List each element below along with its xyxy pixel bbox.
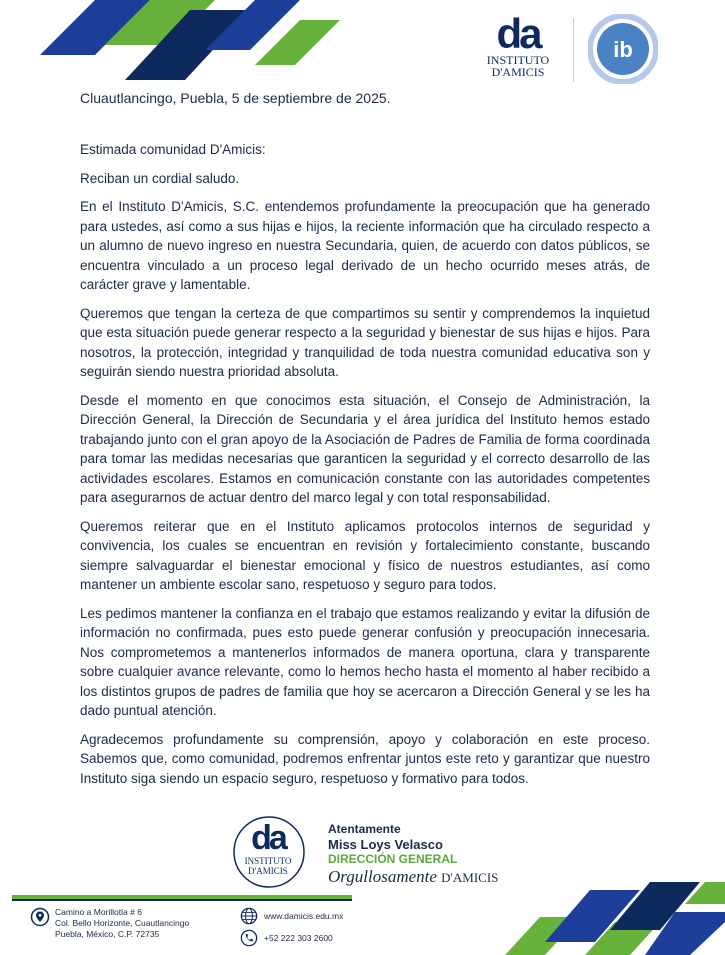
globe-icon (240, 907, 258, 925)
letter-body (80, 140, 650, 797)
ib-world-school-badge (588, 14, 658, 84)
header-decoration (0, 0, 380, 80)
letter-salutation: Reciban un cordial saludo. (80, 170, 240, 186)
signature-motto-brand: D'AMICIS (441, 870, 499, 885)
letter-greeting: Estimada comunidad D'Amicis: (80, 142, 266, 157)
letter-paragraph: Les pedimos mantener la confianza en el trabajo que estamos realizando y evitar la difusión de información no confirmada, pues esto puede generar confusión y preocupación innecesaria. Nos comprometemos a mantenerlos informados de manera oportuna, clara y transparente sobre cualquier avance relevante, como lo hemos hecho hasta el momento al haber recibido a los distintos grupos de padres de familia que hoy se acercaron a Dirección General y se les ha dado puntual atención. (80, 605, 650, 718)
signature-title: DIRECCIÓN GENERAL (328, 852, 458, 866)
footer-contact (240, 907, 343, 951)
address-line-1: Camino a Morillotla # 6 (55, 907, 142, 917)
signature-motto-script: Orgullosamente (328, 867, 437, 886)
logo-mark: da (496, 10, 540, 57)
ib-mark: ib (613, 37, 633, 62)
signature-name: Miss Loys Velasco (328, 837, 443, 852)
signature-logo-mark: da (251, 819, 285, 857)
letter-paragraph: Queremos reiterar que en el Instituto aplicamos protocolos internos de seguridad y convivencia, los cuales se encuentran en revisión y fortalecimiento constante, buscando siempre salvaguardar el bienestar emocional y físico de nuestros estudiantes, así como mantener un ambiente escolar sano, respetuoso y seguro para todos. (80, 518, 650, 592)
phone-icon (240, 929, 258, 947)
footer-rule-navy (12, 899, 352, 901)
institute-logo (473, 10, 563, 79)
phone-row[interactable] (240, 929, 343, 947)
address-line-3: Puebla, México, C.P. 72735 (55, 929, 160, 939)
footer-decoration (435, 882, 725, 955)
signature-logo-line-2: D'AMICIS (248, 866, 288, 876)
location-pin-icon (30, 907, 50, 927)
header-logos (473, 10, 703, 94)
letter-paragraph: Agradecemos profundamente su comprensión, apoyo y colaboración en este proceso. Sabemos que, como comunidad, podremos enfrentar juntos este reto y garantizar que nuestro Instituto siga siendo un espacio seguro, respetuoso y formativo para todos. (80, 731, 650, 786)
website-link[interactable]: www.damicis.edu.mx (264, 910, 344, 921)
signature-block (328, 822, 498, 885)
letter-paragraph: En el Instituto D'Amicis, S.C. entendemos profundamente la preocupación que ha generado para ustedes, así como a sus hijas e hijos, la reciente información que ha circulado respecto a un alumno de nuevo ingreso en nuestra Secundaria, quien, de acuerdo con datos públicos, se encuentra vinculado a un proceso legal derivado de un hecho ocurrido meses atrás, de carácter grave y lamentable. (80, 199, 650, 292)
logo-line-2: D'AMICIS (491, 65, 545, 79)
letter-paragraph: Desde el momento en que conocimos esta situación, el Consejo de Administración, la Dirección General, la Dirección de Secundaria y el área jurídica del Instituto hemos estado trabajando junto con el gran apoyo de la Asociación de Padres de Familia de forma coordinada para tomar las medidas necesarias que garanticen la seguridad y el correcto desarrollo de las actividades escolares. Estamos en comunicación constante con las autoridades competentes para asegurarnos de actuar dentro del marco legal y con total responsabilidad. (80, 392, 650, 505)
logo-line-1: INSTITUTO (486, 53, 550, 67)
logo-divider (573, 18, 574, 82)
signature-logo-line-1: INSTITUTO (244, 856, 292, 866)
signature-logo (233, 812, 323, 892)
letter-date: Cluautlancingo, Puebla, 5 de septiembre de 2025. (80, 90, 391, 106)
address-line-2: Col. Bello Horizonte, Cuautlancingo (55, 918, 190, 928)
footer-address (30, 907, 190, 939)
letter-paragraph: Queremos que tengan la certeza de que compartimos su sentir y comprendemos la inquietud que esta situación puede generar respecto a la seguridad y bienestar de sus hijas e hijos. Para nosotros, la protección, integridad y tranquilidad de toda nuestra comunidad educativa son y seguirán siendo nuestra prioridad absoluta. (80, 305, 650, 379)
signature-closing: Atentamente (328, 822, 401, 836)
website-row[interactable] (240, 907, 343, 925)
phone-number[interactable]: +52 222 303 2600 (264, 932, 333, 943)
